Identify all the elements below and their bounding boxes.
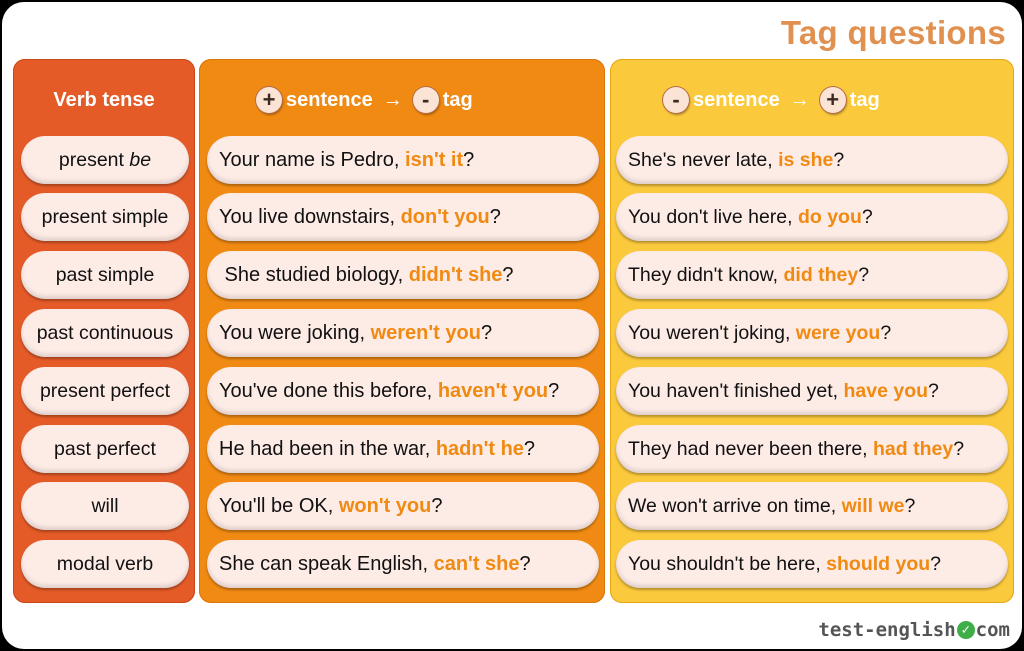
example-sentence: You don't live here, do you ? [616,193,1008,241]
tag-phrase: can't she [433,552,520,575]
checkmark-icon: ✓ [957,621,975,639]
minus-badge: - [413,87,439,113]
tag-phrase: weren't you [370,321,481,344]
negative-sentence-column [610,59,1014,603]
tag-phrase: is she [778,148,834,171]
example-sentence: He had been in the war, hadn't he ? [207,425,599,473]
example-sentence: They had never been there, had they ? [616,425,1008,473]
example-sentence: Your name is Pedro, isn't it ? [207,136,599,184]
tag-phrase: had they [873,437,954,460]
example-sentence: We won't arrive on time, will we ? [616,482,1008,530]
tag-phrase: were you [795,321,881,344]
tense-item: will [21,482,189,530]
minus-badge: - [663,87,689,113]
tag-questions-card [2,2,1022,649]
header-tag-label: tag [442,88,473,111]
example-sentence: You live downstairs, don't you ? [207,193,599,241]
positive-sentence-header [199,85,605,115]
positive-sentence-column [199,59,605,603]
tag-phrase: did they [783,263,859,286]
tag-phrase: have you [843,379,929,402]
tense-item: present perfect [21,367,189,415]
tense-item: past continuous [21,309,189,357]
tag-phrase: should you [826,552,931,575]
example-sentence: They didn't know, did they ? [616,251,1008,299]
example-sentence: She can speak English, can't she ? [207,540,599,588]
example-sentence: You weren't joking, were you ? [616,309,1008,357]
tense-item: present be [21,136,189,184]
tense-item: modal verb [21,540,189,588]
tense-item: past perfect [21,425,189,473]
negative-sentence-header [610,85,1014,115]
example-sentence: You shouldn't be here, should you ? [616,540,1008,588]
tag-phrase: haven't you [437,379,549,402]
page-title: Tag questions [780,14,1006,51]
arrow-right-icon: → [382,88,403,111]
example-sentence: She studied biology, didn't she ? [207,251,599,299]
header-sentence-label: sentence [286,88,373,111]
verb-tense-column [13,59,195,603]
tag-phrase: won't you [338,494,432,517]
tag-phrase: hadn't he [435,437,524,460]
header-tag-label: tag [849,88,880,111]
example-sentence: You'll be OK, won't you ? [207,482,599,530]
arrow-right-icon: → [789,88,810,111]
tag-phrase: will we [841,494,905,517]
tag-phrase: didn't she [408,263,503,286]
example-sentence: She's never late, is she ? [616,136,1008,184]
example-sentence: You haven't finished yet, have you ? [616,367,1008,415]
plus-badge: + [256,87,282,113]
example-sentence: You've done this before, haven't you ? [207,367,599,415]
site-logo: test-english ✓ com [818,619,1010,641]
header-sentence-label: sentence [693,88,780,111]
tag-phrase: do you [797,205,862,228]
plus-badge: + [820,87,846,113]
tense-item: present simple [21,193,189,241]
tag-phrase: isn't it [405,148,464,171]
tense-item: past simple [21,251,189,299]
tag-phrase: don't you [400,205,490,228]
example-sentence: You were joking, weren't you ? [207,309,599,357]
verb-tense-header: Verb tense [53,88,155,111]
